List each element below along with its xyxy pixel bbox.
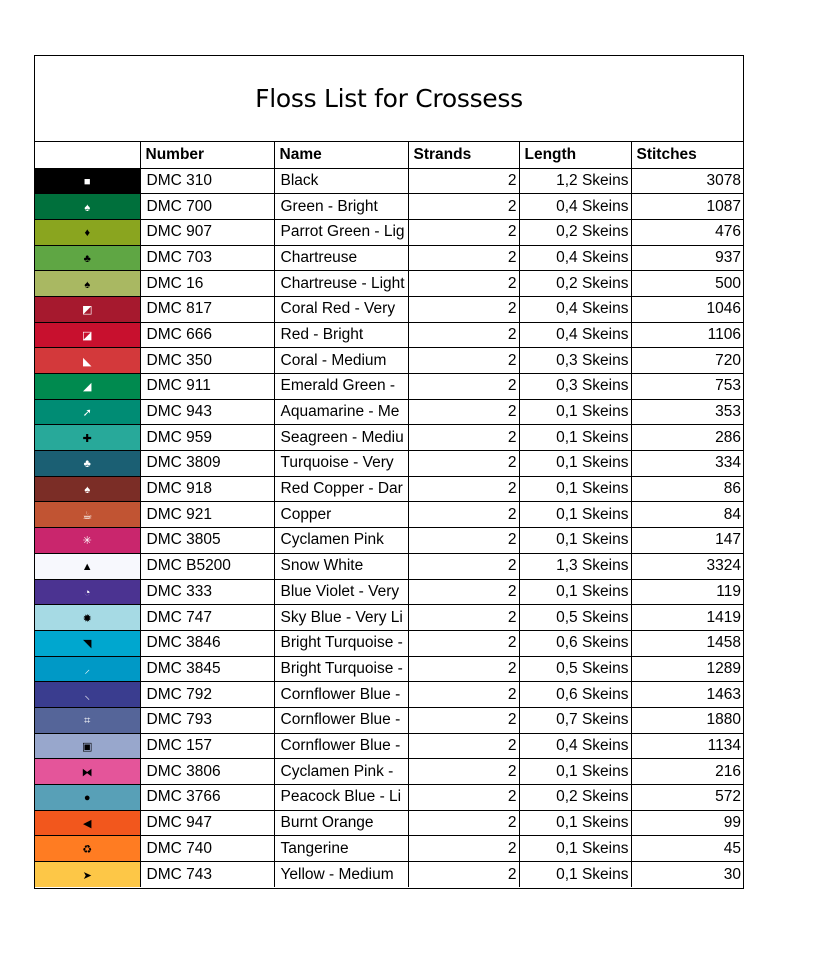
stitches-value: 476	[631, 219, 743, 245]
half-square-alt-icon: ◪	[82, 329, 93, 342]
floss-number: DMC 817	[140, 296, 274, 322]
page-title: Floss List for Crossess	[255, 84, 523, 113]
stitches-value: 84	[631, 502, 743, 528]
triangle-right-icon: ◢	[83, 381, 92, 394]
table-row	[35, 605, 743, 631]
table-row	[35, 245, 743, 271]
floss-number: DMC 793	[140, 707, 274, 733]
floss-name: Chartreuse	[274, 245, 408, 271]
steps-icon: ⸜	[84, 689, 90, 702]
diamond-icon: ♦	[84, 227, 91, 240]
strands-value: 2	[408, 348, 519, 374]
strands-value: 2	[408, 605, 519, 631]
dome-icon: ▲	[81, 561, 93, 574]
stitches-value: 86	[631, 476, 743, 502]
floss-name: Coral - Medium	[274, 348, 408, 374]
header-stitches: Stitches	[631, 142, 743, 168]
color-swatch	[35, 451, 140, 477]
stitches-value: 45	[631, 836, 743, 862]
header-number: Number	[140, 142, 274, 168]
stitches-value: 216	[631, 759, 743, 785]
floss-number: DMC 740	[140, 836, 274, 862]
triangle-icon: ◣	[83, 355, 92, 368]
floss-number: DMC 947	[140, 810, 274, 836]
floss-number: DMC 3806	[140, 759, 274, 785]
length-value: 0,5 Skeins	[519, 605, 631, 631]
strands-value: 2	[408, 862, 519, 888]
length-value: 0,1 Skeins	[519, 528, 631, 554]
table-row	[35, 476, 743, 502]
stitches-value: 720	[631, 348, 743, 374]
table-row	[35, 656, 743, 682]
floss-name: Green - Bright	[274, 194, 408, 220]
strands-value: 2	[408, 553, 519, 579]
swirl-icon: ◔	[83, 586, 91, 599]
club-icon: ♣	[83, 252, 91, 265]
stitches-value: 1463	[631, 682, 743, 708]
header-row	[35, 142, 743, 168]
length-value: 0,4 Skeins	[519, 245, 631, 271]
floss-name: Sky Blue - Very Li	[274, 605, 408, 631]
stitches-value: 1289	[631, 656, 743, 682]
floss-number: DMC 350	[140, 348, 274, 374]
floss-name: Coral Red - Very	[274, 296, 408, 322]
table-row	[35, 682, 743, 708]
table-row	[35, 168, 743, 194]
table-row	[35, 322, 743, 348]
sun-icon: ✹	[82, 612, 92, 625]
stitches-value: 3078	[631, 168, 743, 194]
table-row	[35, 399, 743, 425]
floss-list-sheet	[34, 55, 744, 889]
floss-number: DMC 911	[140, 374, 274, 400]
length-value: 0,1 Skeins	[519, 476, 631, 502]
asterisk-icon: ✳	[82, 535, 92, 548]
length-value: 0,6 Skeins	[519, 682, 631, 708]
table-row	[35, 348, 743, 374]
color-swatch	[35, 579, 140, 605]
anchor-icon: ♣	[83, 458, 91, 471]
table-row	[35, 425, 743, 451]
floss-name: Black	[274, 168, 408, 194]
floss-number: DMC 747	[140, 605, 274, 631]
stairs-icon: ⸝	[84, 663, 90, 676]
floss-number: DMC 666	[140, 322, 274, 348]
color-swatch	[35, 502, 140, 528]
color-swatch	[35, 425, 140, 451]
floss-name: Cornflower Blue -	[274, 682, 408, 708]
half-square-icon: ◩	[82, 304, 93, 317]
color-swatch	[35, 374, 140, 400]
color-swatch	[35, 605, 140, 631]
floss-name: Bright Turquoise -	[274, 630, 408, 656]
color-swatch	[35, 219, 140, 245]
color-swatch	[35, 553, 140, 579]
tree-icon: ♠	[84, 278, 91, 291]
stitches-value: 1880	[631, 707, 743, 733]
color-swatch	[35, 630, 140, 656]
table-row	[35, 785, 743, 811]
length-value: 0,1 Skeins	[519, 810, 631, 836]
floss-name: Tangerine	[274, 836, 408, 862]
table-row	[35, 451, 743, 477]
color-swatch	[35, 733, 140, 759]
arrow-left-icon: ◀	[83, 818, 92, 831]
table-row	[35, 810, 743, 836]
table-row	[35, 707, 743, 733]
header-name: Name	[274, 142, 408, 168]
stitches-value: 1458	[631, 630, 743, 656]
table-row	[35, 553, 743, 579]
mushroom-icon: ♠	[84, 484, 91, 497]
floss-number: DMC B5200	[140, 553, 274, 579]
stitches-value: 1087	[631, 194, 743, 220]
length-value: 0,1 Skeins	[519, 862, 631, 888]
floss-number: DMC 157	[140, 733, 274, 759]
floss-name: Red - Bright	[274, 322, 408, 348]
strands-value: 2	[408, 322, 519, 348]
stitches-value: 286	[631, 425, 743, 451]
stitches-value: 572	[631, 785, 743, 811]
table-row	[35, 502, 743, 528]
table-row	[35, 759, 743, 785]
color-swatch	[35, 348, 140, 374]
floss-name: Cornflower Blue -	[274, 707, 408, 733]
floss-name: Copper	[274, 502, 408, 528]
floss-number: DMC 3766	[140, 785, 274, 811]
stitches-value: 1106	[631, 322, 743, 348]
length-value: 0,7 Skeins	[519, 707, 631, 733]
length-value: 0,2 Skeins	[519, 271, 631, 297]
stitches-value: 353	[631, 399, 743, 425]
spade-icon: ♠	[84, 201, 91, 214]
length-value: 0,1 Skeins	[519, 451, 631, 477]
floss-number: DMC 3845	[140, 656, 274, 682]
stitches-value: 334	[631, 451, 743, 477]
stitches-value: 99	[631, 810, 743, 836]
bowtie-icon: ⧓	[81, 766, 93, 779]
table-row	[35, 733, 743, 759]
color-swatch	[35, 296, 140, 322]
floss-number: DMC 16	[140, 271, 274, 297]
length-value: 0,2 Skeins	[519, 219, 631, 245]
strands-value: 2	[408, 425, 519, 451]
floss-number: DMC 907	[140, 219, 274, 245]
floss-number: DMC 310	[140, 168, 274, 194]
floss-name: Aquamarine - Me	[274, 399, 408, 425]
length-value: 1,2 Skeins	[519, 168, 631, 194]
color-swatch	[35, 271, 140, 297]
color-swatch	[35, 399, 140, 425]
length-value: 0,6 Skeins	[519, 630, 631, 656]
length-value: 0,3 Skeins	[519, 348, 631, 374]
header-swatch	[35, 142, 140, 168]
length-value: 0,1 Skeins	[519, 836, 631, 862]
strands-value: 2	[408, 271, 519, 297]
square-icon: ■	[83, 175, 91, 188]
floss-number: DMC 700	[140, 194, 274, 220]
length-value: 1,3 Skeins	[519, 553, 631, 579]
length-value: 0,4 Skeins	[519, 296, 631, 322]
color-swatch	[35, 656, 140, 682]
floss-name: Burnt Orange	[274, 810, 408, 836]
length-value: 0,1 Skeins	[519, 399, 631, 425]
floss-name: Emerald Green -	[274, 374, 408, 400]
strands-value: 2	[408, 630, 519, 656]
stitches-value: 500	[631, 271, 743, 297]
floss-name: Seagreen - Mediu	[274, 425, 408, 451]
color-swatch	[35, 245, 140, 271]
table-row	[35, 296, 743, 322]
length-value: 0,5 Skeins	[519, 656, 631, 682]
triangle-corner-icon: ◥	[83, 638, 92, 651]
color-swatch	[35, 836, 140, 862]
floss-number: DMC 918	[140, 476, 274, 502]
strands-value: 2	[408, 399, 519, 425]
stitches-value: 753	[631, 374, 743, 400]
strands-value: 2	[408, 168, 519, 194]
table-row	[35, 271, 743, 297]
length-value: 0,1 Skeins	[519, 502, 631, 528]
strands-value: 2	[408, 451, 519, 477]
strands-value: 2	[408, 785, 519, 811]
floss-number: DMC 3846	[140, 630, 274, 656]
floss-table	[35, 142, 743, 887]
strands-value: 2	[408, 759, 519, 785]
strands-value: 2	[408, 707, 519, 733]
recycle-icon: ♻	[82, 843, 93, 856]
floss-name: Cyclamen Pink	[274, 528, 408, 554]
circle-icon: ●	[83, 792, 91, 805]
length-value: 0,1 Skeins	[519, 579, 631, 605]
table-row	[35, 528, 743, 554]
color-swatch	[35, 682, 140, 708]
table-row	[35, 374, 743, 400]
color-swatch	[35, 476, 140, 502]
floss-name: Yellow - Medium	[274, 862, 408, 888]
strands-value: 2	[408, 733, 519, 759]
floss-number: DMC 943	[140, 399, 274, 425]
strands-value: 2	[408, 245, 519, 271]
color-swatch	[35, 194, 140, 220]
table-row	[35, 862, 743, 888]
table-row	[35, 630, 743, 656]
floss-number: DMC 921	[140, 502, 274, 528]
table-row	[35, 219, 743, 245]
strands-value: 2	[408, 476, 519, 502]
length-value: 0,4 Skeins	[519, 194, 631, 220]
strands-value: 2	[408, 194, 519, 220]
title-box	[35, 56, 743, 142]
floss-name: Bright Turquoise -	[274, 656, 408, 682]
color-swatch	[35, 707, 140, 733]
length-value: 0,1 Skeins	[519, 759, 631, 785]
stitches-value: 1134	[631, 733, 743, 759]
stitches-value: 1419	[631, 605, 743, 631]
floss-number: DMC 743	[140, 862, 274, 888]
table-row	[35, 579, 743, 605]
floss-name: Blue Violet - Very	[274, 579, 408, 605]
floss-name: Cyclamen Pink -	[274, 759, 408, 785]
floss-name: Peacock Blue - Li	[274, 785, 408, 811]
floss-number: DMC 333	[140, 579, 274, 605]
length-value: 0,4 Skeins	[519, 733, 631, 759]
header-length: Length	[519, 142, 631, 168]
color-swatch	[35, 168, 140, 194]
strands-value: 2	[408, 810, 519, 836]
stitches-value: 147	[631, 528, 743, 554]
header-strands: Strands	[408, 142, 519, 168]
length-value: 0,3 Skeins	[519, 374, 631, 400]
square-outline-icon: ▣	[82, 740, 93, 753]
cup-icon: ☕	[82, 509, 93, 522]
stitches-value: 1046	[631, 296, 743, 322]
floss-number: DMC 3809	[140, 451, 274, 477]
arrow-icon: ➚	[82, 407, 92, 420]
color-swatch	[35, 759, 140, 785]
arrow-right-icon: ➤	[82, 869, 92, 882]
color-swatch	[35, 528, 140, 554]
strands-value: 2	[408, 502, 519, 528]
floss-name: Snow White	[274, 553, 408, 579]
strands-value: 2	[408, 682, 519, 708]
stitches-value: 119	[631, 579, 743, 605]
cross-icon: ✚	[82, 432, 92, 445]
table-row	[35, 194, 743, 220]
floss-name: Parrot Green - Lig	[274, 219, 408, 245]
floss-number: DMC 703	[140, 245, 274, 271]
strands-value: 2	[408, 374, 519, 400]
strands-value: 2	[408, 836, 519, 862]
stitches-value: 3324	[631, 553, 743, 579]
color-swatch	[35, 322, 140, 348]
floss-number: DMC 792	[140, 682, 274, 708]
color-swatch	[35, 862, 140, 888]
color-swatch	[35, 785, 140, 811]
stitches-value: 937	[631, 245, 743, 271]
floss-number: DMC 959	[140, 425, 274, 451]
strands-value: 2	[408, 219, 519, 245]
floss-rows	[35, 168, 743, 887]
floss-name: Turquoise - Very	[274, 451, 408, 477]
floss-name: Cornflower Blue -	[274, 733, 408, 759]
strands-value: 2	[408, 579, 519, 605]
hash-icon: ⌗	[84, 715, 91, 728]
strands-value: 2	[408, 656, 519, 682]
strands-value: 2	[408, 528, 519, 554]
length-value: 0,4 Skeins	[519, 322, 631, 348]
color-swatch	[35, 810, 140, 836]
table-row	[35, 836, 743, 862]
strands-value: 2	[408, 296, 519, 322]
length-value: 0,1 Skeins	[519, 425, 631, 451]
stitches-value: 30	[723, 865, 741, 883]
length-value: 0,2 Skeins	[519, 785, 631, 811]
floss-name: Chartreuse - Light	[274, 271, 408, 297]
floss-number: DMC 3805	[140, 528, 274, 554]
floss-name: Red Copper - Dar	[274, 476, 408, 502]
